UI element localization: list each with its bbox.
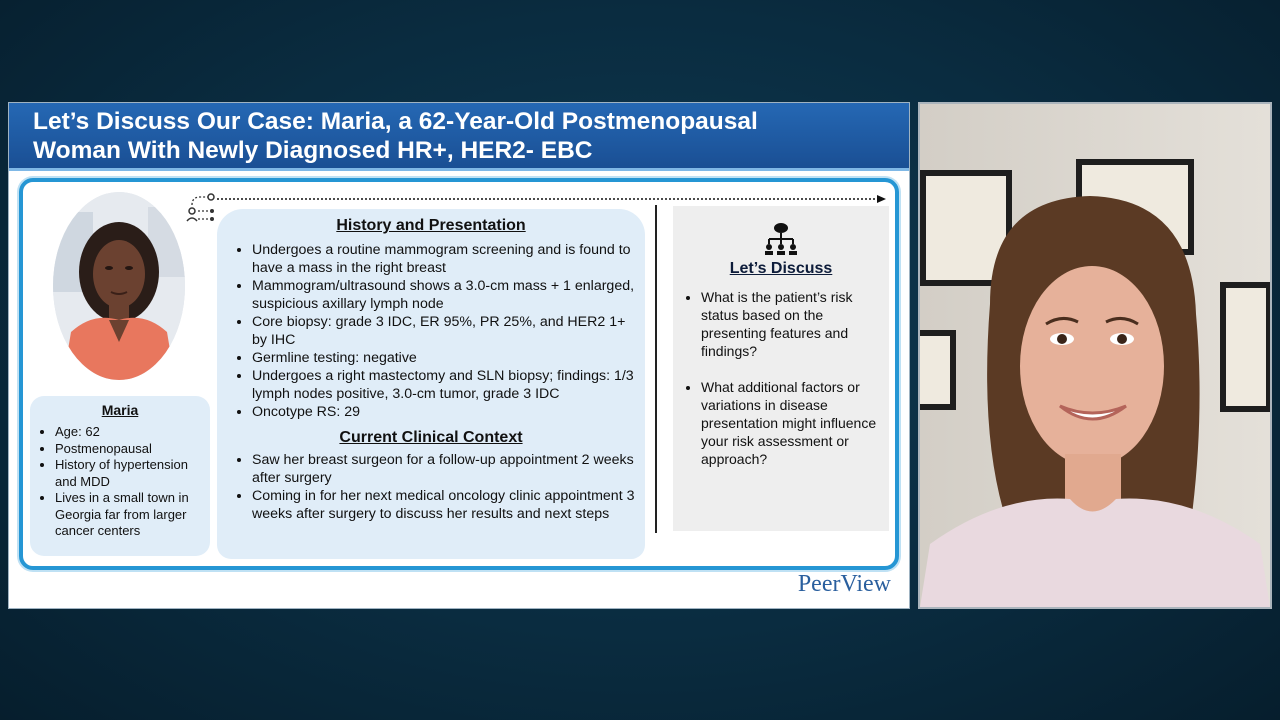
list-item: • Core biopsy: grade 3 IDC, ER 95%, PR 25%, and HER2 1+ by IHC xyxy=(252,313,635,349)
slide-header xyxy=(9,103,909,171)
list-item: • History of hypertension and MDD xyxy=(55,457,210,490)
list-item: • Oncotype RS: 29 xyxy=(252,403,635,421)
discuss-list xyxy=(673,288,889,468)
list-item: • What additional factors or variations in disease presentation might influence your risk assessment or approach? xyxy=(701,378,881,468)
discuss-card xyxy=(673,206,889,531)
list-item: • Undergoes a right mastectomy and SLN biopsy; findings: 1/3 lymph nodes positive, 3.0-cm tumor, grade 3 IDC xyxy=(252,367,635,403)
context-list xyxy=(217,451,645,523)
discuss-heading: Let’s Discuss xyxy=(729,260,833,277)
patient-profile-list xyxy=(30,424,210,540)
slide-title-line-2: Woman With Newly Diagnosed HR+, HER2- EBC xyxy=(33,137,593,164)
list-item: • Undergoes a routine mammogram screening and is found to have a mass in the right breast xyxy=(252,241,635,277)
presenter-video-frame xyxy=(920,104,1270,607)
slide-title xyxy=(33,107,893,165)
list-item: • Germline testing: negative xyxy=(252,349,635,367)
slide-title-line-1: Let’s Discuss Our Case: Maria, a 62-Year-Old Postmenopausal xyxy=(33,108,758,135)
patient-photo-image xyxy=(53,192,185,380)
column-divider xyxy=(655,205,657,533)
presentation-slide xyxy=(8,102,910,609)
list-item: • Saw her breast surgeon for a follow-up appointment 2 weeks after surgery xyxy=(252,451,635,487)
history-list xyxy=(217,241,645,421)
history-card xyxy=(217,209,645,559)
patient-profile-card xyxy=(30,396,210,556)
list-item: • Lives in a small town in Georgia far from larger cancer centers xyxy=(55,490,210,540)
list-item: • Age: 62 xyxy=(55,424,210,441)
org-chart-icon xyxy=(763,220,799,256)
presenter-video xyxy=(918,102,1272,609)
timeline-arrow xyxy=(217,193,887,205)
list-item: • What is the patient’s risk status based on the presenting features and findings? xyxy=(701,288,881,360)
brand-logo: PeerView xyxy=(797,571,891,597)
context-heading: Current Clinical Context xyxy=(339,429,523,446)
patient-name: Maria xyxy=(101,402,139,418)
history-heading: History and Presentation xyxy=(336,217,526,234)
list-item: • Mammogram/ultrasound shows a 3.0-cm mass + 1 enlarged, suspicious axillary lymph node xyxy=(252,277,635,313)
patient-photo xyxy=(53,192,185,380)
list-item: • Coming in for her next medical oncology clinic appointment 3 weeks after surgery to discuss her results and next steps xyxy=(252,487,635,523)
patient-flow-icon xyxy=(184,191,218,225)
list-item: • Postmenopausal xyxy=(55,441,210,458)
